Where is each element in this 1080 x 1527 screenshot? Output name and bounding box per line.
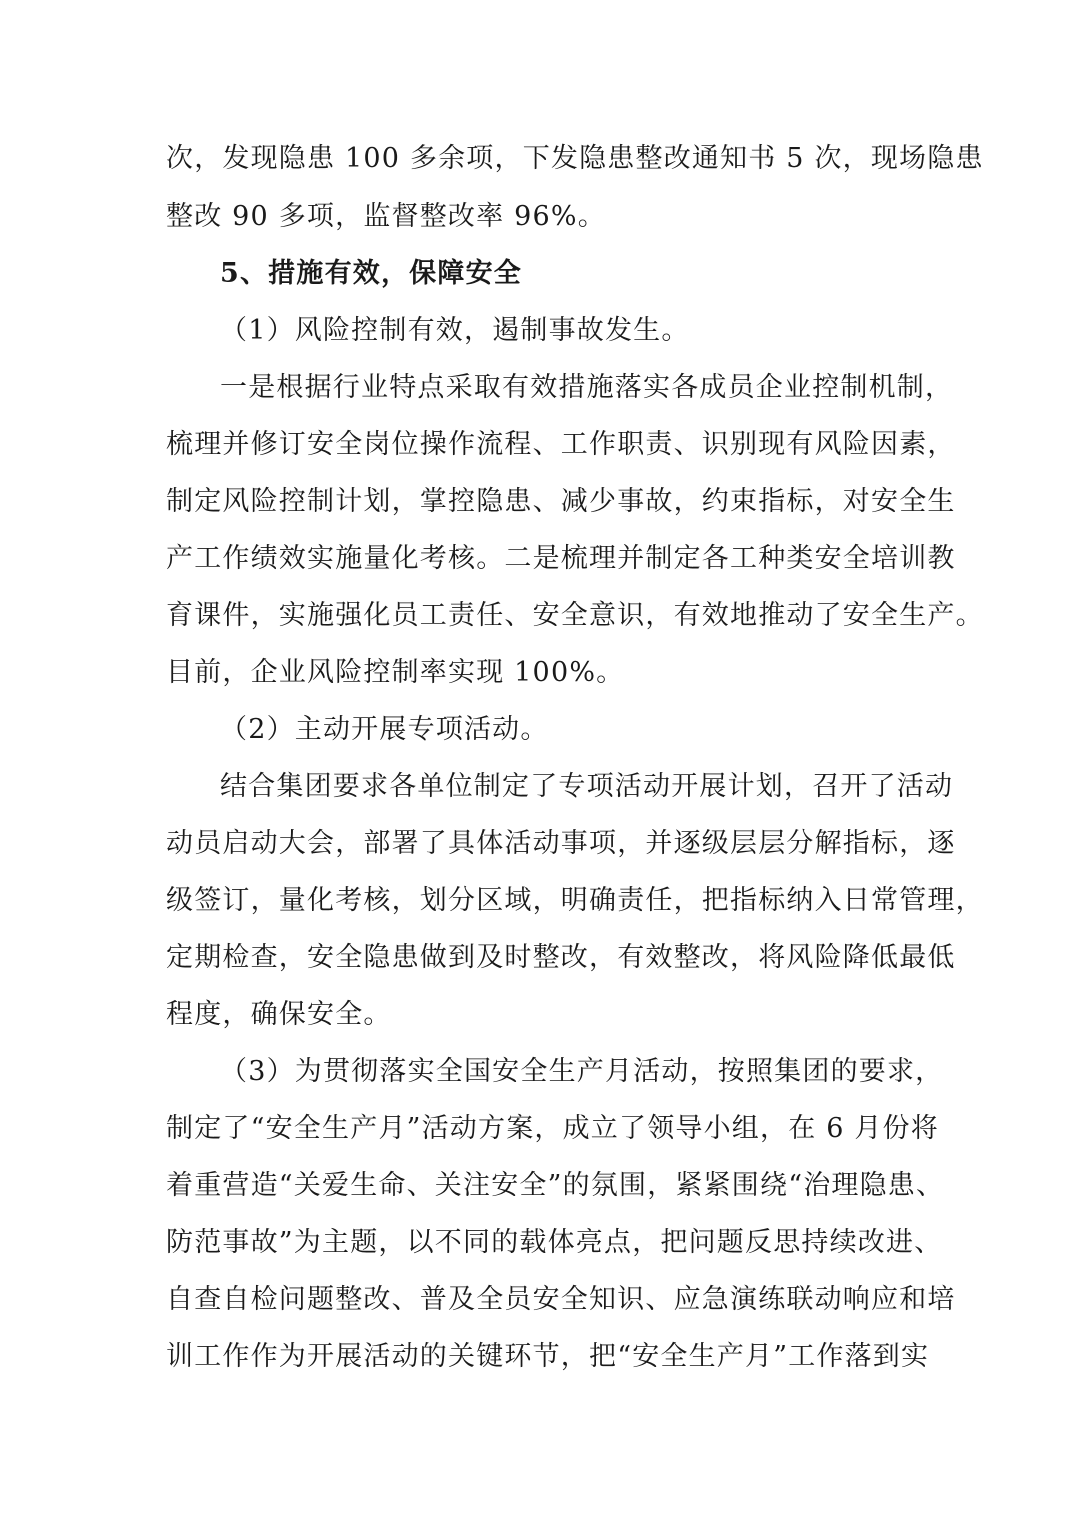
- paragraph-line: 着重营造“关爱生命、关注安全”的氛围，紧紧围绕“治理隐患、: [166, 1170, 945, 1201]
- paragraph-line: 动员启动大会，部署了具体活动事项，并逐级层层分解指标，逐: [166, 828, 956, 859]
- paragraph-line: 防范事故”为主题，以不同的载体亮点，把问题反思持续改进、: [166, 1227, 943, 1258]
- paragraph-line: 梳理并修订安全岗位操作流程、工作职责、识别现有风险因素，: [166, 429, 956, 460]
- section-heading: 5、措施有效，保障安全: [220, 258, 522, 289]
- paragraph-line: 结合集团要求各单位制定了专项活动开展计划，召开了活动: [220, 771, 954, 802]
- subsection-heading: （3）为贯彻落实全国安全生产月活动，按照集团的要求，: [220, 1056, 944, 1087]
- subsection-heading: （2）主动开展专项活动。: [220, 714, 549, 745]
- paragraph-line: 育课件，实施强化员工责任、安全意识，有效地推动了安全生产。: [166, 600, 984, 631]
- paragraph-line: 产工作绩效实施量化考核。二是梳理并制定各工种类安全培训教: [166, 543, 956, 574]
- paragraph-line: 自查自检问题整改、普及全员安全知识、应急演练联动响应和培: [166, 1284, 956, 1315]
- paragraph-line: 次，发现隐患 100 多余项，下发隐患整改通知书 5 次，现场隐患: [166, 143, 984, 174]
- paragraph-line: 程度，确保安全。: [166, 999, 392, 1030]
- paragraph-line: 制定风险控制计划，掌控隐患、减少事故，约束指标，对安全生: [166, 486, 956, 517]
- paragraph-line: 训工作作为开展活动的关键环节，把“安全生产月”工作落到实: [166, 1341, 930, 1372]
- paragraph-line: 一是根据行业特点采取有效措施落实各成员企业控制机制，: [220, 372, 954, 403]
- paragraph-line: 定期检查，安全隐患做到及时整改，有效整改，将风险降低最低: [166, 942, 956, 973]
- paragraph-line: 制定了“安全生产月”活动方案，成立了领导小组，在 6 月份将: [166, 1113, 939, 1144]
- paragraph-line: 目前，企业风险控制率实现 100%。: [166, 657, 625, 688]
- subsection-heading: （1）风险控制有效，遏制事故发生。: [220, 315, 690, 346]
- paragraph-line: 整改 90 多项，监督整改率 96%。: [166, 201, 606, 232]
- paragraph-line: 级签订，量化考核，划分区域，明确责任，把指标纳入日常管理，: [166, 885, 984, 916]
